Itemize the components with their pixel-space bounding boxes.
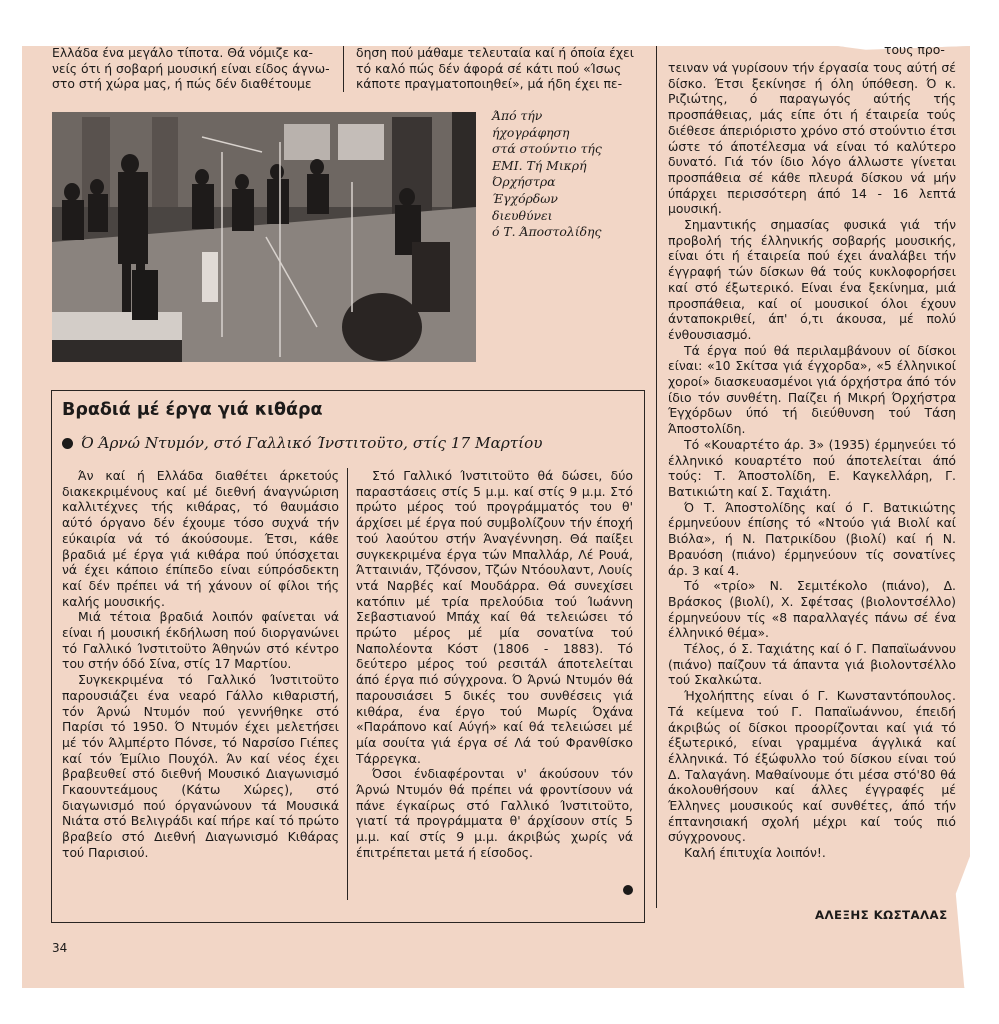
paragraph: Σημαντικής σημασίας φυσικά γιά τήν προβολή τής έλληνικής σοβαρής μουσικής, είναι ότι ή έταιρεία πού έχει άναλάβει τήν έγγραφή τών δίσκων θά τούς κυκλοφορήσει καί στό έξωτερικό. Είναι ένα ξεκίνημα, μιά προσπάθεια, καί οί μουσικοί όλοι έχουν άνταποκριθεί, άπ' ό,τι άκουσα, μέ πολύ ένθουσιασμό. xyxy=(668,217,956,342)
caption-line: ό Τ. Άποστολίδης xyxy=(492,224,602,240)
caption-line: διευθύνει xyxy=(492,207,553,223)
caption-line: στά στούντιο τής xyxy=(492,141,602,157)
bullet-icon xyxy=(62,438,73,449)
text-line: Ελλάδα ένα μεγάλο τίποτα. Θά νόμιζε κα- xyxy=(52,45,313,60)
caption-line: Άπό τήν xyxy=(492,108,543,123)
paragraph: Ό Τ. Άποστολίδης καί ό Γ. Βατικιώτης έρμηνεύουν έπίσης τό «Ντούο γιά Βιολί καί Βιόλα», ή Ν. Πατρικίδου (βιολί) καί ή Ν. Βραυόση (πιάνο) έρμηνεύουν τίς σονατίνες άρ. 3 καί 4. xyxy=(668,499,956,578)
top-middle-column xyxy=(356,45,642,92)
column-divider xyxy=(656,46,657,908)
article-headline: Βραδιά μέ έργα γιά κιθάρα xyxy=(62,400,323,420)
text-line: τό καλό πώς δέν άφορά σέ κάτι πού «Ίσως xyxy=(356,60,622,76)
article-subhead-text: Ό Άρνώ Ντυμόν, στό Γαλλικό Ίνστιτοϋτο, στίς 17 Μαρτίου xyxy=(81,434,543,452)
paragraph: Συγκεκριμένα τό Γαλλικό Ίνστιτοϋτο παρουσιάζει ένα νεαρό Γάλλο κιθαριστή, τόν Άρνώ Ντυμόν πού γεννήθηκε στό Παρίσι τό 1950. Ό Ντυμόν έχει μελετήσει μέ τόν Άλμπέρτο Πόνσε, τό Ναρσίσο Γιέπες καί τόν Έμίλιο Πουχόλ. Άν καί νέος έχει βραβευθεί στό διεθνή Μουσικό Διαγωνισμό Γκαουντεάμους (Κάτω Χώρες), στό διαγωνισμό πού όργανώνουν τά Μουσικά Νιάτα στό Βελιγράδι καί πήρε καί τό πρώτο βραβείο στό Διεθνή Διαγωνισμό Κιθάρας τού Παρισιού. xyxy=(62,672,339,860)
paragraph: Καλή έπιτυχία λοιπόν!. xyxy=(684,845,826,861)
paragraph: Τό «Κουαρτέτο άρ. 3» (1935) έρμηνεύει τό έλληνικό κουαρτέτο πού άποτελείται άπό τούς: Τ. Άποστολίδη, Ε. Καγκελλάρη, Γ. Βατικιώτη καί Σ. Ταχιάτη. xyxy=(668,436,956,499)
paragraph: Μιά τέτοια βραδιά λοιπόν φαίνεται νά είναι ή μουσική έκδήλωση πού διοργανώνει τό Γαλλικό Ίνστιτοϋτο Άθηνών στό κέντρο του στήν όδό Σίνα, στίς 17 Μαρτίου. xyxy=(62,609,339,672)
right-column-fragment: τους προ- xyxy=(884,42,945,57)
orchestra-photo xyxy=(52,112,476,362)
caption-line: Έγχόρδων xyxy=(492,190,558,206)
paragraph: Τό «τρίο» Ν. Σεμιτέκολο (πιάνο), Δ. Βράσκος (βιολί), Χ. Σφέτσας (βιολοντσέλλο) έρμηνεύουν τίς «8 παραλλαγές πάνω σέ ένα έλληνικό θέμα». xyxy=(668,578,956,641)
paragraph: τειναν νά γυρίσουν τήν έργασία τους αύτή σέ δίσκο. Έτσι ξεκίνησε ή όλη ύπόθεση. Ό κ. Ριζιώτης, ό παραγωγός αύτής τής προσπάθειας, μάς είπε ότι ή έταιρεία τούς διέθεσε άπεριόριστο χρόνο στό στούντιο έτσι ώστε τό άποτέλεσμα νά είναι τό καλύτερο δυνατό. Γιά τόν ίδιο λόγο άλλωστε γίνεται προσπάθεια σέ κάθε πλευρά δίσκου νά μήν ύπάρχει περισσότερη άπό 14 - 16 λεπτά μουσική. xyxy=(668,60,956,217)
author-byline: ΑΛΕΞΗΣ ΚΩΣΤΑΛΑΣ xyxy=(815,908,948,922)
paragraph: Στό Γαλλικό Ίνστιτοϋτο θά δώσει, δύο παραστάσεις στίς 5 μ.μ. καί στίς 9 μ.μ. Στό πρώτο μέρος τού προγράμματός του θ' άρχίσει μέ έργα πού συμβολίζουν τήν έποχή τού λαούτου στήν Άναγέννηση. Θά παίξει συγκεκριμένα έργα τών Μπαλλάρ, Λέ Ρουά, Άτταινιάν, Τζόνσον, Τζών Ντόουλαντ, Λουίς ντά Ναρβές καί Μουδάρρα. Θά συνεχίσει κατόπιν μέ τρία πρελούδια τού Ίωάννη Σεβαστιανού Μπάχ καί θά τελειώσει τό πρώτο μέρος μέ μία σονατίνα τού Ναπολέοντα Κόστ (1806 - 1883). Τό δεύτερο μέρος τού ρεσιτάλ άποτελείται άπό έργα πιό σύγχρονα. Ό Άρνώ Ντυμόν θά παρουσιάσει 5 δικές του συνθέσεις γιά κιθάρα, ένα έργο τού Μωρίς Όχάνα «Παράπονο καί Αύγή» καί θά τελειώσει μέ μία σουίτα γιά έργα σέ Λά τού Φρανθίσκο Τάρρεγκα. xyxy=(356,468,633,766)
paragraph: Τά έργα πού θά περιλαμβάνουν οί δίσκοι είναι: «10 Σκίτσα γιά έγχορδα», «5 έλληνικοί χοροί» διασκευασμένοι γιά όρχήστρα άπό τόν ίδιο τόν συνθέτη. Παίζει ή Μικρή Όρχήστρα Έγχόρδων ύπό τή διεύθυνση τού Τάση Άποστολίδη. xyxy=(668,342,956,437)
photo-caption xyxy=(492,108,632,241)
article-column-1 xyxy=(62,468,339,861)
text-line: νείς ότι ή σοβαρή μουσική είναι είδος άγνω- xyxy=(52,60,330,76)
article-subhead xyxy=(62,434,543,452)
caption-line: ήχογράφηση xyxy=(492,124,570,140)
text-line: κάποτε πραγματοποιηθεί», μά ήδη έχει πε- xyxy=(356,76,623,92)
end-mark-icon xyxy=(623,885,633,895)
column-divider xyxy=(343,46,344,92)
caption-line: Όρχήστρα xyxy=(492,174,556,190)
page-number: 34 xyxy=(52,941,68,955)
right-column xyxy=(668,60,956,861)
caption-line: ΕΜΙ. Τή Μικρή xyxy=(492,157,587,173)
paragraph: Τέλος, ό Σ. Ταχιάτης καί ό Γ. Παπαϊωάννου (πιάνο) παίζουν τά άπαντα γιά βιολοντσέλλο τού Σκαλκώτα. xyxy=(668,641,956,688)
article-column-2 xyxy=(356,468,633,861)
column-divider xyxy=(347,468,348,900)
top-left-column xyxy=(52,45,335,92)
text-line: στο στή χώρα μας, ή πώς δέν διαθέτουμε xyxy=(52,76,312,92)
paragraph: Όσοι ένδιαφέρονται ν' άκούσουν τόν Άρνώ Ντυμόν θά πρέπει νά φροντίσουν νά πάνε έγκαίρως στό Γαλλικό Ίνστιτοϋτο, γιατί τά προγράμματα θ' άρχίσουν στίς 5 μ.μ. καί στίς 9 μ.μ. άκριβώς χωρίς νά έπιτρέπεται μετά ή είσοδος. xyxy=(356,766,633,860)
orchestra-photo-image xyxy=(52,112,476,362)
paragraph: Ήχολήπτης είναι ό Γ. Κωνσταντόπουλος. Τά κείμενα τού Γ. Παπαϊωάννου, έπειδή άκριβώς οί δίσκοι προορίζονται καί γιά τό έξωτερικό, είναι γραμμένα άγγλικά καί έλληνικά. Τό έξώφυλλο τού δίσκου είναι τού Δ. Ταλαγάνη. Μαθαίνουμε ότι μέσα στό'80 θά άκολουθήσουν καί άλλες έγγραφές μέ Έλληνες μουσικούς καί συνθέτες, άπό τήν έπτανησιακή σχολή μέχρι καί τούς πιό σύγχρονους. xyxy=(668,688,956,845)
text-line: δηση πού μάθαμε τελευταία καί ή όποία έχει xyxy=(356,45,634,60)
paragraph: Άν καί ή Ελλάδα διαθέτει άρκετούς διακεκριμένους καί μέ διεθνή άναγνώριση καλλιτέχνες τής κιθάρας, τό θαυμάσιο αύτό όργανο δέν έχουμε τόσο συχνά τήν εύκαιρία νά τό άκούσουμε. Έτσι, κάθε βραδιά μέ έργα γιά κιθάρα πού ύπόσχεται νά έχει κάποιο έπίπεδο είναι εύπρόσδεκτη καί δέν πρέπει νά τή χάνουν οί φίλοι τής καλής μουσικής. xyxy=(62,468,339,609)
